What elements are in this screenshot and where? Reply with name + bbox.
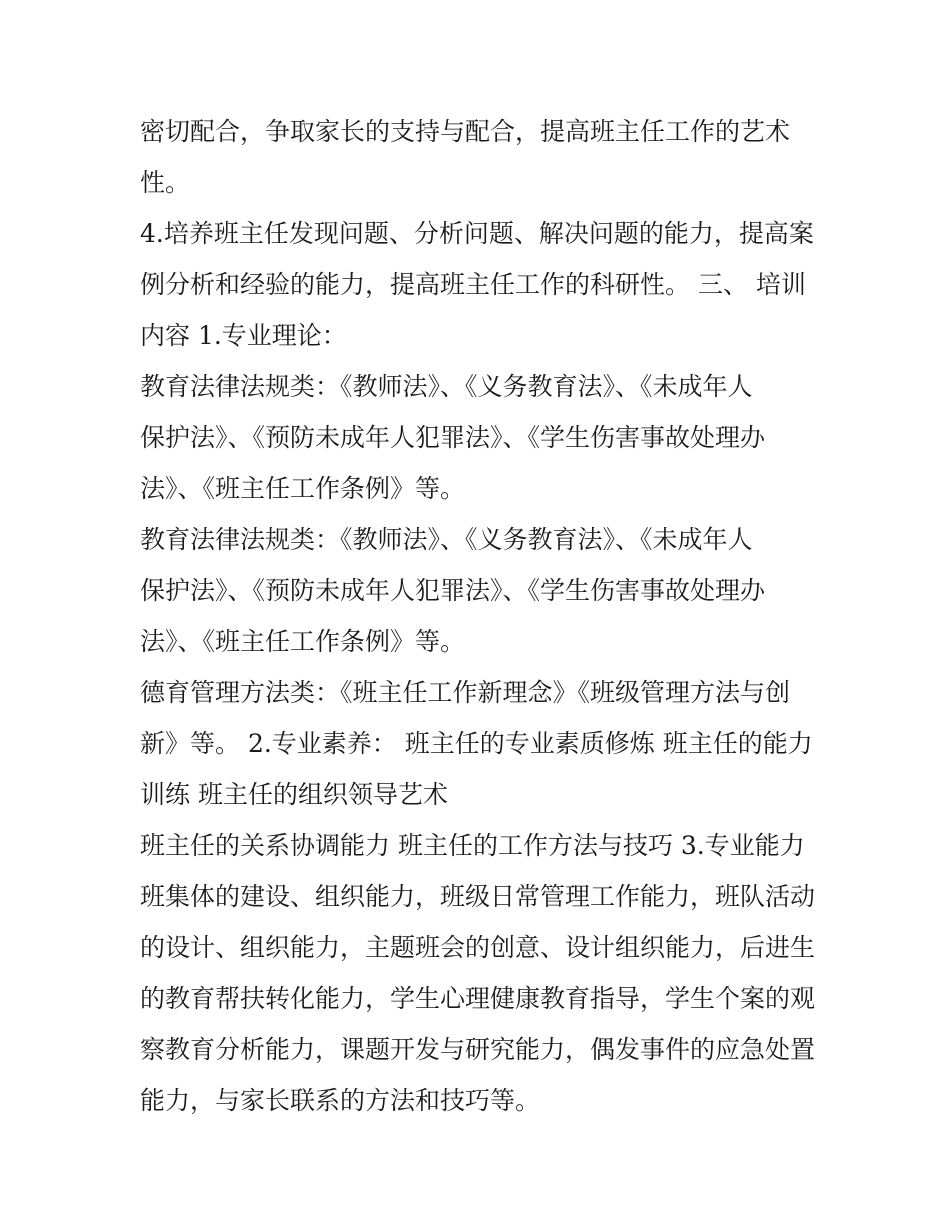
text-line: 的教育帮扶转化能力，学生心理健康教育指导，学生个案的观 bbox=[140, 984, 816, 1013]
text-line: 内容 1.专业理论： bbox=[140, 321, 347, 350]
text-line: 4.培养班主任发现问题、分析问题、解决问题的能力，提高案 bbox=[140, 219, 814, 248]
text-line: 训练 班主任的组织领导艺术 bbox=[140, 780, 448, 809]
text-line: 班集体的建设、组织能力，班级日常管理工作能力，班队活动 bbox=[140, 882, 816, 911]
text-line: 保护法》、《预防未成年人犯罪法》、《学生伤害事故处理办 bbox=[140, 576, 766, 605]
text-line: 教育法律法规类：《教师法》、《义务教育法》、《未成年人 bbox=[140, 525, 753, 554]
text-line: 保护法》、《预防未成年人犯罪法》、《学生伤害事故处理办 bbox=[140, 423, 766, 452]
document-body-text bbox=[140, 106, 830, 1126]
text-line: 教育法律法规类：《教师法》、《义务教育法》、《未成年人 bbox=[140, 372, 753, 401]
text-line: 法》、《班主任工作条例》等。 bbox=[140, 474, 466, 503]
text-line: 能力，与家长联系的方法和技巧等。 bbox=[140, 1086, 541, 1115]
text-line: 班主任的关系协调能力 班主任的工作方法与技巧 3.专业能力 bbox=[140, 831, 805, 860]
text-line: 密切配合，争取家长的支持与配合，提高班主任工作的艺术 bbox=[140, 117, 791, 146]
text-line: 性。 bbox=[140, 168, 191, 197]
text-line: 德育管理方法类：《班主任工作新理念》《班级管理方法与创 bbox=[140, 678, 791, 707]
text-line: 新》等。 2.专业素养： 班主任的专业素质修炼 班主任的能力 bbox=[140, 729, 813, 758]
text-line: 例分析和经验的能力，提高班主任工作的科研性。 三、 培训 bbox=[140, 270, 806, 299]
text-line: 的设计、组织能力，主题班会的创意、设计组织能力，后进生 bbox=[140, 933, 816, 962]
text-line: 法》、《班主任工作条例》等。 bbox=[140, 627, 466, 656]
text-line: 察教育分析能力，课题开发与研究能力，偶发事件的应急处置 bbox=[140, 1035, 816, 1064]
